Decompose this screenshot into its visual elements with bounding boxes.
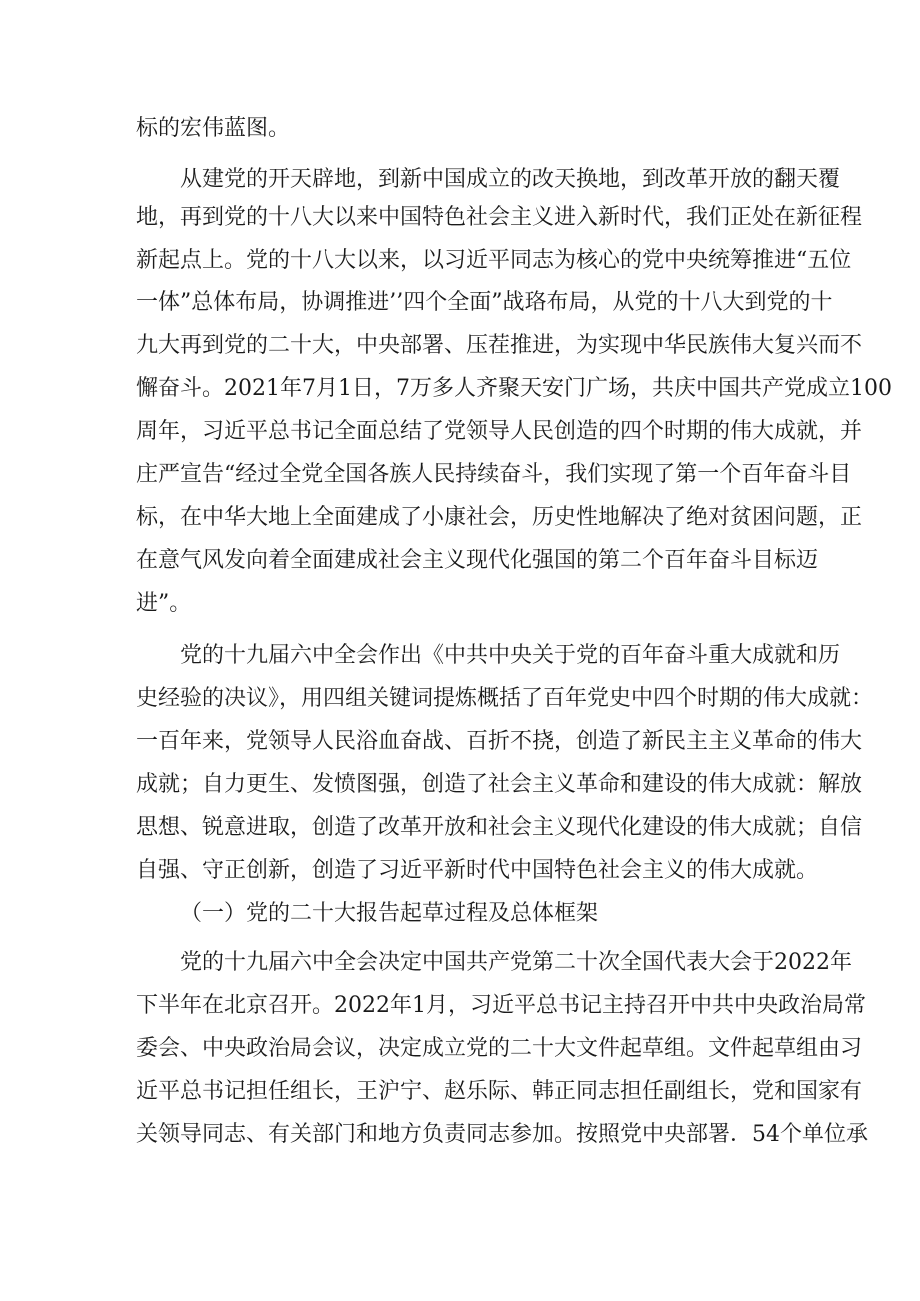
paragraph-line: 庄严宣告“经过全党全国各族人民持续奋斗，我们实现了第一个百年奋斗目 [136,462,852,487]
paragraph-line: 成就；自力更生、发愤图强，创造了社会主义革命和建设的伟大成就：解放 [136,772,863,797]
paragraph-line: 一体”总体布局，协调推进’’四个全面”战珞布局，从党的十八大到党的十 [136,290,833,315]
paragraph-line: 新起点上。党的十八大以来，以习近平同志为核心的党中央统筹推进“五位 [136,248,852,273]
paragraph-line: 史经验的决议》，用四组关键词提炼概括了百年党史中四个时期的伟大成就： [136,686,874,711]
paragraph-line: 标的宏伟蓝图。 [136,116,291,141]
paragraph-line: 标，在中华大地上全面建成了小康社会，历史性地解决了绝对贫困问题，正 [136,505,863,530]
paragraph-line: 一百年来，党领导人民浴血奋战、百折不挠，创造了新民主主义革命的伟大 [136,729,863,754]
paragraph-line: 党的十九届六中全会决定中国共产党第二十次全国代表大会于2022年 [180,950,852,975]
paragraph-line: 九大再到党的二十大，中央部署、压茬推进，为实现中华民族伟大复兴而不 [136,333,863,358]
paragraph-line: 近平总书记担任组长，王沪宁、赵乐际、韩正同志担任副组长，党和国家有 [136,1079,863,1104]
paragraph-line: 关领导同志、有关部门和地方负责同志参加。按照党中央部署．54个单位承 [136,1122,868,1147]
paragraph-line: 进”。 [136,591,192,616]
paragraph-line: 懈奋斗。2021年7月1日，7万多人齐聚天安门广场，共庆中国共产党成立100 [136,376,892,401]
paragraph-line: 下半年在北京召开。2022年1月，习近平总书记主持召开中共中央政治局常 [136,993,866,1018]
paragraph-line: 从建党的开天辟地，到新中国成立的改天换地，到改革开放的翻天覆 [180,167,841,192]
section-heading: （一）党的二十大报告起草过程及总体框架 [180,901,599,926]
paragraph-line: 周年，习近平总书记全面总结了党领导人民创造的四个时期的伟大成就，并 [136,419,863,444]
paragraph-line: 自强、守正创新，创造了习近平新时代中国特色社会主义的伟大成就。 [136,858,819,883]
paragraph-line: 思想、锐意进取，创造了改革开放和社会主义现代化建设的伟大成就；自信 [136,815,863,840]
paragraph-line: 地，再到党的十八大以来中国特色社会主义进入新时代，我们正处在新征程 [136,205,863,230]
paragraph-line: 委会、中央政治局会议，决定成立党的二十大文件起草组。文件起草组由习 [136,1036,863,1061]
paragraph-line: 在意气风发向着全面建成社会主义现代化强国的第二个百年奋斗目标迈 [136,548,819,573]
paragraph-line: 党的十九届六中全会作出《中共中央关于党的百年奋斗重大成就和历 [180,643,841,668]
